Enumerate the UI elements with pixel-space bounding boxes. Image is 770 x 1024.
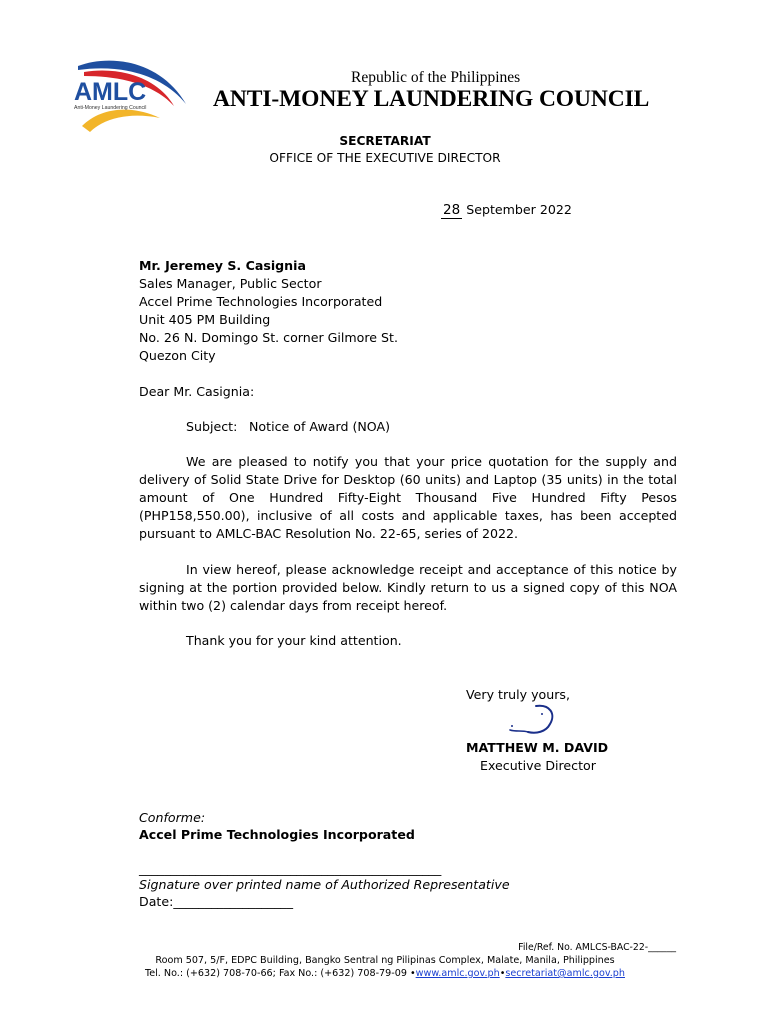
- footer-separator: •: [499, 968, 506, 979]
- recipient-name: Mr. Jeremey S. Casignia: [139, 258, 306, 273]
- logo-subtext: Anti-Money Laundering Council: [74, 105, 147, 111]
- signatory-name: MATTHEW M. DAVID: [466, 740, 609, 755]
- salutation: Dear Mr. Casignia:: [139, 384, 255, 399]
- recipient-line: No. 26 N. Domingo St. corner Gilmore St.: [139, 330, 398, 345]
- republic-line: Republic of the Philippines: [351, 69, 521, 86]
- signatory-title: Executive Director: [480, 758, 596, 773]
- subject-label: Subject:: [186, 419, 238, 434]
- date-month-year: September 2022: [466, 202, 572, 217]
- conforme-company: Accel Prime Technologies Incorporated: [139, 827, 415, 842]
- file-reference: File/Ref. No. AMLCS-BAC-22-______: [518, 942, 676, 953]
- paragraph-award: We are pleased to notify you that your price quotation for the supply and delivery of Solid State Drive for Desktop (60 units) and Laptop (35 units) in the total amount of One Hundred Fifty-Eight Thousand Five Hundred Fifty Pesos (PHP158,550.00), inclusive of all costs and applicable taxes, has been accepted pursuant to AMLC-BAC Resolution No. 22-65, series of 2022.: [139, 454, 677, 541]
- footer-address: Room 507, 5/F, EDPC Building, Bangko Sentral ng Pilipinas Complex, Malate, Manila, Philippines: [155, 955, 615, 966]
- council-title: ANTI-MONEY LAUNDERING COUNCIL: [213, 86, 650, 112]
- secretariat-heading: SECRETARIAT: [339, 134, 431, 148]
- date-signature-line: Date:___________________: [139, 894, 293, 909]
- handwritten-signature: [506, 702, 562, 738]
- recipient-line: Unit 405 PM Building: [139, 312, 271, 327]
- logo-text: AMLC: [74, 78, 147, 106]
- date-day: 28: [443, 202, 461, 218]
- office-heading: OFFICE OF THE EXECUTIVE DIRECTOR: [269, 151, 501, 165]
- closing-phrase: Very truly yours,: [466, 687, 570, 702]
- website-link[interactable]: www.amlc.gov.ph: [415, 968, 500, 979]
- signature-line: ________________________________________________: [139, 861, 442, 876]
- footer-contact-line: [0, 968, 770, 979]
- logo-gold-swoosh: [82, 110, 160, 132]
- paragraph-acknowledge: In view hereof, please acknowledge receipt and acceptance of this notice by signing at the portion provided below. Kindly return to us a signed copy of this NOA within two (2) calendar days from receipt hereof.: [139, 562, 677, 613]
- footer-contact: Tel. No.: (+632) 708-70-66; Fax No.: (+632) 708-79-09 •: [145, 968, 416, 979]
- recipient-line: Accel Prime Technologies Incorporated: [139, 294, 383, 309]
- recipient-line: Sales Manager, Public Sector: [139, 276, 322, 291]
- email-link[interactable]: secretariat@amlc.gov.ph: [505, 968, 625, 979]
- amlc-logo: [70, 56, 192, 134]
- date-line: [441, 201, 572, 219]
- conforme-label: Conforme:: [139, 810, 206, 825]
- signature-caption: Signature over printed name of Authorized Representative: [139, 877, 510, 892]
- recipient-line: Quezon City: [139, 348, 216, 363]
- subject-text: Notice of Award (NOA): [249, 419, 391, 434]
- paragraph-thanks: Thank you for your kind attention.: [186, 633, 402, 648]
